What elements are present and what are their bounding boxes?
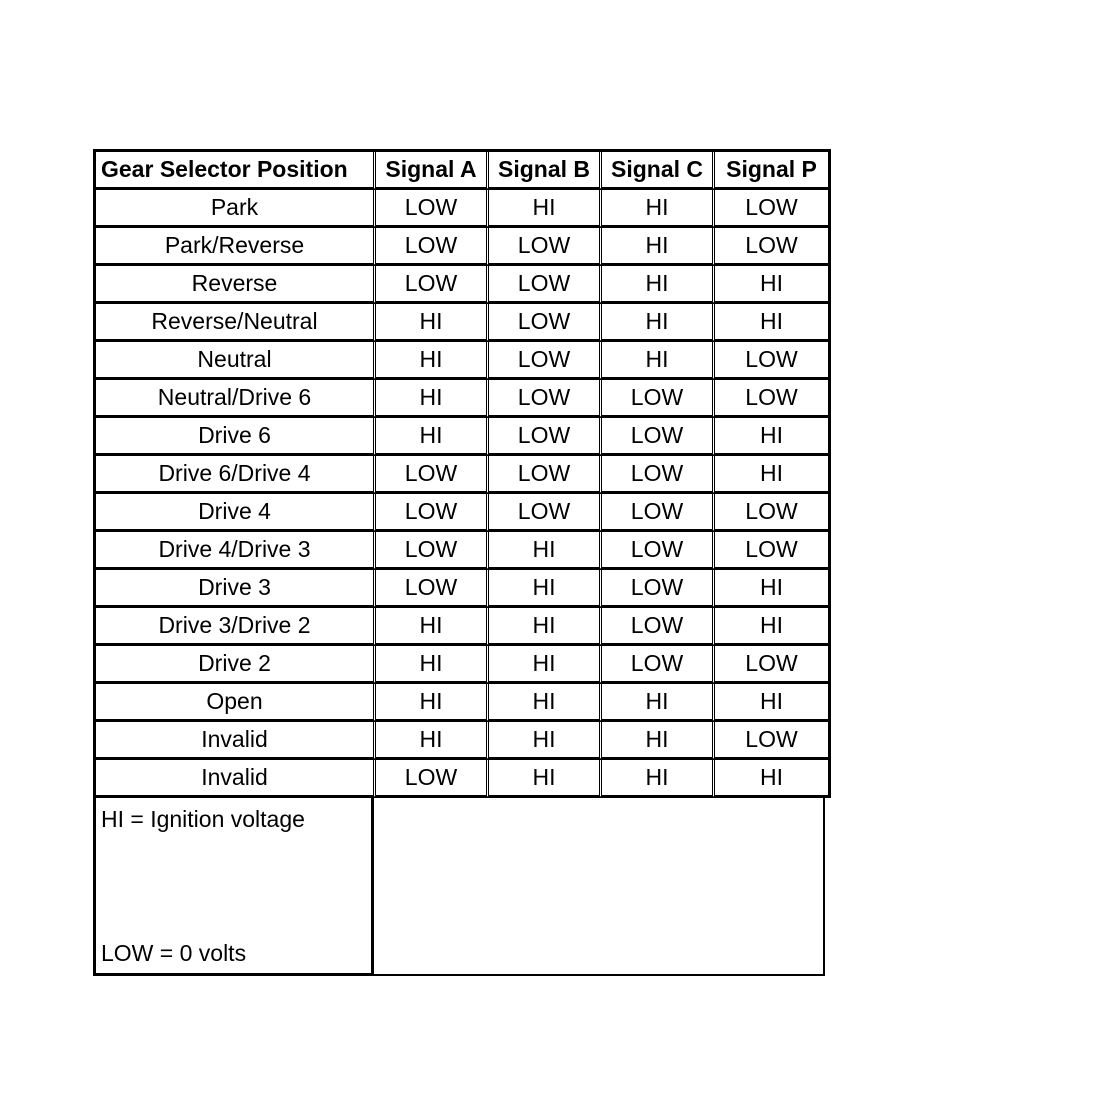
signal-a-cell: LOW [376,456,489,494]
signal-a-cell: HI [376,342,489,380]
gear-position-cell: Park [96,190,376,228]
table-row [96,266,828,304]
signal-a-cell: LOW [376,532,489,570]
table-row [96,304,828,342]
gear-position-cell: Reverse/Neutral [96,304,376,342]
table-row [96,380,828,418]
table-body [96,190,828,798]
table-row [96,418,828,456]
signal-b-cell: LOW [489,342,602,380]
signal-c-cell: LOW [602,380,715,418]
signal-c-cell: HI [602,684,715,722]
signal-a-cell: HI [376,380,489,418]
legend-hi-text: HI = Ignition voltage [101,806,305,832]
signal-c-cell: LOW [602,646,715,684]
signal-p-cell: LOW [715,722,828,760]
signal-b-cell: HI [489,190,602,228]
table-row [96,228,828,266]
header-signal-a: Signal A [376,152,489,190]
signal-a-cell: LOW [376,266,489,304]
signal-b-cell: HI [489,684,602,722]
gear-position-cell: Invalid [96,722,376,760]
signal-a-cell: HI [376,304,489,342]
header-gear-selector-position: Gear Selector Position [96,152,376,190]
header-signal-b: Signal B [489,152,602,190]
signal-a-cell: LOW [376,190,489,228]
signal-p-cell: LOW [715,494,828,532]
signal-p-cell: HI [715,760,828,798]
signal-b-cell: LOW [489,266,602,304]
signal-a-cell: LOW [376,570,489,608]
legend-box [93,798,374,976]
signal-b-cell: HI [489,608,602,646]
signal-c-cell: HI [602,228,715,266]
signal-p-cell: LOW [715,190,828,228]
signal-c-cell: HI [602,304,715,342]
signal-b-cell: LOW [489,494,602,532]
header-signal-p: Signal P [715,152,828,190]
table-row [96,608,828,646]
signal-a-cell: HI [376,608,489,646]
signal-p-cell: HI [715,304,828,342]
table-row [96,722,828,760]
signal-b-cell: LOW [489,456,602,494]
gear-position-cell: Neutral [96,342,376,380]
signal-c-cell: HI [602,190,715,228]
signal-p-cell: HI [715,266,828,304]
gear-signal-sheet [93,149,825,1031]
legend-low-text: LOW = 0 volts [101,940,247,966]
signal-p-cell: HI [715,684,828,722]
signal-a-cell: HI [376,684,489,722]
signal-p-cell: HI [715,456,828,494]
legend-row [93,798,825,976]
table-row [96,342,828,380]
signal-b-cell: HI [489,722,602,760]
gear-position-cell: Open [96,684,376,722]
signal-p-cell: LOW [715,532,828,570]
signal-p-cell: LOW [715,228,828,266]
signal-c-cell: LOW [602,494,715,532]
table-row [96,190,828,228]
signal-c-cell: LOW [602,532,715,570]
signal-c-cell: LOW [602,570,715,608]
signal-b-cell: HI [489,570,602,608]
signal-b-cell: HI [489,646,602,684]
blank-notes-box [374,798,825,976]
gear-position-cell: Drive 3 [96,570,376,608]
gear-position-cell: Drive 2 [96,646,376,684]
gear-position-cell: Drive 4/Drive 3 [96,532,376,570]
gear-position-cell: Invalid [96,760,376,798]
table-header [96,152,828,190]
header-signal-c: Signal C [602,152,715,190]
signal-p-cell: LOW [715,646,828,684]
table-row [96,570,828,608]
gear-position-cell: Drive 6/Drive 4 [96,456,376,494]
signal-c-cell: LOW [602,456,715,494]
signal-p-cell: LOW [715,342,828,380]
gear-position-cell: Drive 4 [96,494,376,532]
gear-signal-table [93,149,831,798]
signal-c-cell: HI [602,266,715,304]
signal-a-cell: HI [376,646,489,684]
signal-p-cell: HI [715,570,828,608]
table-row [96,684,828,722]
signal-c-cell: LOW [602,608,715,646]
gear-position-cell: Park/Reverse [96,228,376,266]
header-row [96,152,828,190]
signal-a-cell: HI [376,418,489,456]
table-row [96,532,828,570]
signal-b-cell: LOW [489,228,602,266]
gear-position-cell: Reverse [96,266,376,304]
table-row [96,760,828,798]
signal-b-cell: LOW [489,304,602,342]
signal-b-cell: HI [489,532,602,570]
signal-b-cell: LOW [489,380,602,418]
signal-a-cell: LOW [376,228,489,266]
signal-c-cell: HI [602,722,715,760]
table-row [96,494,828,532]
signal-p-cell: HI [715,418,828,456]
signal-b-cell: HI [489,760,602,798]
signal-c-cell: HI [602,342,715,380]
signal-a-cell: HI [376,722,489,760]
gear-position-cell: Drive 3/Drive 2 [96,608,376,646]
table-row [96,456,828,494]
signal-c-cell: LOW [602,418,715,456]
gear-position-cell: Drive 6 [96,418,376,456]
signal-b-cell: LOW [489,418,602,456]
signal-p-cell: LOW [715,380,828,418]
gear-position-cell: Neutral/Drive 6 [96,380,376,418]
signal-c-cell: HI [602,760,715,798]
signal-p-cell: HI [715,608,828,646]
signal-a-cell: LOW [376,760,489,798]
signal-a-cell: LOW [376,494,489,532]
table-row [96,646,828,684]
